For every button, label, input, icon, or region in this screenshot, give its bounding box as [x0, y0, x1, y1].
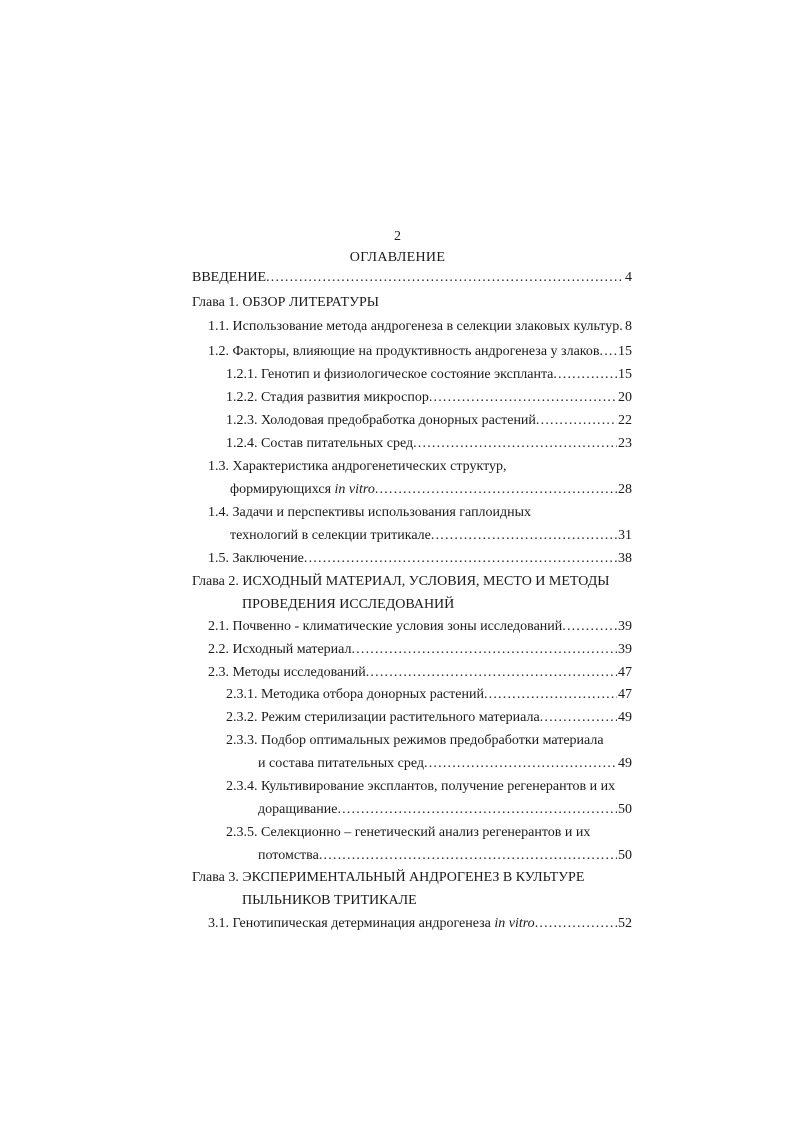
toc-leader-dots [337, 799, 617, 821]
toc-leader-dots [319, 845, 617, 867]
toc-entry-text: 1.1. Использование метода андрогенеза в селекции злаковых культур [208, 319, 620, 334]
toc-entry-text-part: 3.1. Генотипическая детерминация андрогенеза [208, 916, 495, 931]
toc-leader-dots [429, 387, 617, 409]
toc-entry-2-3-3-line2 [258, 753, 632, 775]
toc-page-number: 38 [618, 551, 632, 566]
toc-entry-text: доращивание [258, 802, 338, 817]
toc-entry-2-3-5-line2 [258, 845, 632, 867]
toc-page-number: 20 [618, 390, 632, 405]
toc-page-number: 39 [618, 642, 632, 657]
page-number: 2 [394, 229, 401, 244]
toc-entry-1-3-line1: 1.3. Характеристика андрогенетических структур, [208, 459, 507, 474]
toc-page-number: 49 [618, 756, 632, 771]
toc-entry-text: 1.2.1. Генотип и физиологическое состояние эксплантa [226, 367, 554, 382]
toc-leader-dots [424, 753, 617, 775]
toc-leader-dots [562, 616, 617, 638]
toc-chapter-3-line2: ПЫЛЬНИКОВ ТРИТИКАЛЕ [242, 893, 417, 908]
toc-entry-text: потомства [258, 848, 319, 863]
toc-entry-1-2-3 [226, 410, 632, 432]
toc-entry-text: 1.2.2. Стадия развития микроспор [226, 390, 429, 405]
toc-entry-2-1 [208, 616, 632, 638]
toc-page-number: 28 [618, 482, 632, 497]
toc-page-number: 39 [618, 619, 632, 634]
toc-leader-dots [431, 525, 617, 547]
toc-leader-dots [375, 479, 617, 501]
toc-entry-italic: in vitro [494, 916, 535, 931]
toc-page-number: 15 [618, 367, 632, 382]
toc-page-number: 4 [625, 270, 632, 285]
toc-leader-dots [366, 662, 617, 684]
toc-entry-2-2 [208, 639, 632, 661]
toc-entry-text: ВВЕДЕНИЕ [192, 270, 267, 285]
toc-page-number: 31 [618, 528, 632, 543]
toc-leader-dots [304, 548, 617, 570]
toc-page-number: 8 [625, 319, 632, 334]
toc-page-number: 47 [618, 665, 632, 680]
toc-entry-3-1 [208, 913, 632, 935]
toc-entry-text-part: формирующихся [230, 482, 335, 497]
toc-leader-dots [266, 267, 624, 289]
toc-leader-dots [553, 364, 617, 386]
toc-page-number: 50 [618, 802, 632, 817]
toc-page-number: 15 [618, 344, 632, 359]
toc-entry-text: технологий в селекции тритикале [230, 528, 431, 543]
toc-entry-1-4-line1: 1.4. Задачи и перспективы использования гаплоидных [208, 505, 532, 520]
toc-entry-2-3-4-line2 [258, 799, 632, 821]
toc-entry-1-2-2 [226, 387, 632, 409]
toc-entry-2-3-4-line1: 2.3.4. Культивирование эксплантов, получение регенерантов и их [226, 779, 616, 794]
toc-entry-text: 2.3. Методы исследований [208, 665, 366, 680]
toc-entry-intro [192, 267, 632, 289]
toc-entry-text [208, 913, 535, 935]
toc-entry-2-3 [208, 662, 632, 684]
toc-page-number: 47 [618, 687, 632, 702]
toc-entry-text: 1.2. Факторы, влияющие на продуктивность андрогенеза у злаков [208, 344, 600, 359]
toc-entry-1-5 [208, 548, 632, 570]
toc-entry-2-3-5-line1: 2.3.5. Селекционно – генетический анализ регенерантов и их [226, 825, 591, 840]
toc-chapter-2-line1: Глава 2. ИСХОДНЫЙ МАТЕРИАЛ, УСЛОВИЯ, МЕСТО И МЕТОДЫ [192, 574, 610, 589]
page-title: ОГЛАВЛЕНИЕ [349, 250, 446, 265]
toc-entry-text: 2.1. Почвенно - климатические условия зоны исследований [208, 619, 563, 634]
toc-entry-text: 1.2.3. Холодовая предобработка донорных растений [226, 413, 536, 428]
toc-chapter-3-line1: Глава 3. ЭКСПЕРИМЕНТАЛЬНЫЙ АНДРОГЕНЕЗ В КУЛЬТУРЕ [192, 870, 585, 885]
toc-chapter-1: Глава 1. ОБЗОР ЛИТЕРАТУРЫ [192, 295, 379, 310]
toc-entry-1-1 [208, 316, 632, 338]
toc-entry-text: 1.5. Заключение [208, 551, 304, 566]
toc-leader-dots [540, 707, 617, 729]
toc-entry-italic: in vitro [334, 482, 375, 497]
toc-entry-text: 1.2.4. Состав питательных сред [226, 436, 414, 451]
toc-leader-dots [484, 684, 617, 706]
toc-entry-1-4-line2 [230, 525, 632, 547]
toc-entry-2-3-2 [226, 707, 632, 729]
toc-entry-text: и состава питательных сред [258, 756, 425, 771]
toc-page-number: 50 [618, 848, 632, 863]
toc-page-number: 22 [618, 413, 632, 428]
toc-entry-2-3-1 [226, 684, 632, 706]
toc-entry-text: 2.2. Исходный материал [208, 642, 352, 657]
toc-entry-1-2 [208, 341, 632, 363]
toc-entry-text: 2.3.2. Режим стерилизации растительного материала [226, 710, 540, 725]
toc-entry-text: 2.3.1. Методика отбора донорных растений [226, 687, 484, 702]
toc-leader-dots [536, 410, 617, 432]
toc-chapter-2-line2: ПРОВЕДЕНИЯ ИССЛЕДОВАНИЙ [242, 597, 455, 612]
toc-leader-dots [351, 639, 617, 661]
toc-leader-dots [413, 433, 617, 455]
toc-page-number: 52 [618, 916, 632, 931]
toc-page-number: 49 [618, 710, 632, 725]
toc-page-number: 23 [618, 436, 632, 451]
toc-entry-text [230, 479, 375, 501]
toc-entry-1-2-1 [226, 364, 632, 386]
toc-entry-1-3-line2 [230, 479, 632, 501]
toc-entry-1-2-4 [226, 433, 632, 455]
toc-entry-2-3-3-line1: 2.3.3. Подбор оптимальных режимов предобработки материала [226, 733, 604, 748]
toc-leader-dots [535, 913, 617, 935]
toc-leader-dots [600, 341, 618, 363]
